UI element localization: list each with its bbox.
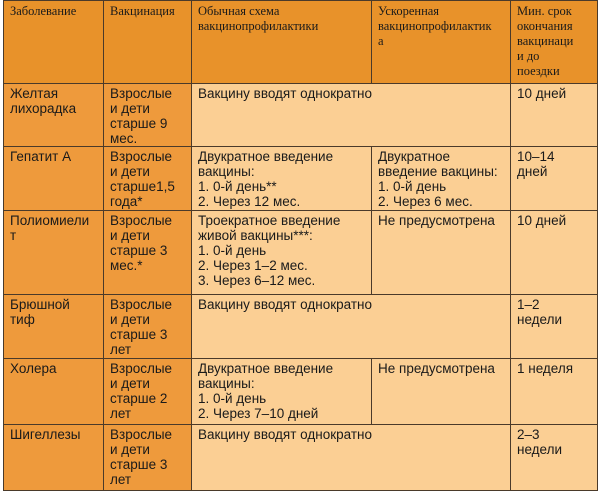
vaccination-table bbox=[3, 0, 598, 491]
scheme-line: 1. 0-й день bbox=[198, 391, 267, 406]
disease-line: Гепатит А bbox=[10, 149, 72, 164]
vaccination-line: и дети bbox=[110, 164, 150, 179]
vaccination-line: мес.* bbox=[110, 258, 143, 273]
header-regular-scheme-line: Обычная схема bbox=[198, 4, 280, 18]
header-accelerated-scheme bbox=[372, 1, 511, 84]
vaccination-line: Взрослые bbox=[110, 213, 173, 228]
vaccination-cell bbox=[104, 425, 192, 491]
vaccination-line: и дети bbox=[110, 312, 150, 327]
table-header-row bbox=[4, 1, 598, 84]
vaccination-line: лет bbox=[110, 472, 132, 487]
vaccination-line: лет bbox=[110, 406, 132, 421]
accelerated-cell bbox=[372, 359, 511, 425]
min-term-line: дней bbox=[517, 164, 548, 179]
vaccination-line: старше 3 bbox=[110, 243, 168, 258]
table-row bbox=[4, 295, 598, 359]
accelerated-line: Не предусмотрена bbox=[378, 213, 495, 228]
scheme-line: 1. 0-й день** bbox=[198, 179, 277, 194]
vaccination-cell bbox=[104, 295, 192, 359]
scheme-line: живой вакцины***: bbox=[198, 228, 313, 243]
min-term-line: недели bbox=[517, 312, 563, 327]
min-term-line: недели bbox=[517, 442, 563, 457]
disease-line: Брюшной bbox=[10, 297, 70, 312]
scheme-line: Двукратное введение bbox=[198, 149, 334, 164]
vaccination-line: старше1,5 bbox=[110, 179, 175, 194]
table-row bbox=[4, 425, 598, 491]
scheme-cell bbox=[192, 295, 511, 359]
vaccination-line: старше 3 bbox=[110, 327, 168, 342]
scheme-line: 1. 0-й день bbox=[198, 243, 267, 258]
vaccination-line: лет bbox=[110, 342, 132, 357]
header-accelerated-line: вакцинопрофилактик bbox=[378, 19, 492, 33]
accelerated-cell bbox=[372, 147, 511, 211]
header-regular-scheme-line: вакцинопрофилактики bbox=[198, 19, 319, 33]
scheme-line: вакцины: bbox=[198, 164, 255, 179]
header-accelerated-line: Ускоренная bbox=[378, 4, 440, 18]
min-term-line: 10 дней bbox=[517, 213, 567, 228]
min-term-cell bbox=[511, 295, 598, 359]
disease-cell bbox=[4, 359, 104, 425]
vaccination-line: мес. bbox=[110, 131, 138, 146]
scheme-line: вакцины: bbox=[198, 376, 255, 391]
header-min-term-line: и до bbox=[517, 49, 540, 63]
min-term-line: 1 неделя bbox=[517, 361, 574, 376]
vaccination-line: Взрослые bbox=[110, 86, 173, 101]
accelerated-line: 1. 0-й день bbox=[378, 179, 447, 194]
disease-cell bbox=[4, 147, 104, 211]
header-min-term-line: Мин. срок bbox=[517, 4, 572, 18]
scheme-line: 3. Через 6–12 мес. bbox=[198, 273, 316, 288]
header-disease-text: Заболевание bbox=[10, 4, 77, 18]
table-row bbox=[4, 211, 598, 295]
scheme-cell bbox=[192, 84, 511, 147]
vaccination-line: Взрослые bbox=[110, 149, 173, 164]
disease-cell bbox=[4, 211, 104, 295]
scheme-line: Вакцину вводят однократно bbox=[198, 86, 372, 101]
vaccination-cell bbox=[104, 84, 192, 147]
vaccination-line: и дети bbox=[110, 376, 150, 391]
disease-line: тиф bbox=[10, 312, 35, 327]
header-vaccination bbox=[104, 1, 192, 84]
vaccination-line: Взрослые bbox=[110, 427, 173, 442]
min-term-line: 2–3 bbox=[517, 427, 540, 442]
accelerated-line: 2. Через 6 мес. bbox=[378, 194, 473, 209]
scheme-line: 2. Через 12 мес. bbox=[198, 194, 301, 209]
disease-line: т bbox=[10, 228, 17, 243]
min-term-line: 10–14 bbox=[517, 149, 555, 164]
vaccination-line: и дети bbox=[110, 442, 150, 457]
scheme-cell bbox=[192, 147, 372, 211]
min-term-cell bbox=[511, 359, 598, 425]
min-term-cell bbox=[511, 84, 598, 147]
accelerated-cell bbox=[372, 211, 511, 295]
header-disease bbox=[4, 1, 104, 84]
min-term-line: 1–2 bbox=[517, 297, 540, 312]
disease-cell bbox=[4, 84, 104, 147]
header-min-term-line: вакцинаци bbox=[517, 34, 574, 48]
scheme-line: Троекратное введение bbox=[198, 213, 341, 228]
disease-line: Шигеллезы bbox=[10, 427, 81, 442]
table-row bbox=[4, 359, 598, 425]
disease-line: Желтая bbox=[10, 86, 59, 101]
vaccination-line: Взрослые bbox=[110, 361, 173, 376]
min-term-cell bbox=[511, 211, 598, 295]
scheme-cell bbox=[192, 425, 511, 491]
header-vaccination-text: Вакцинация bbox=[110, 4, 175, 18]
vaccination-cell bbox=[104, 359, 192, 425]
scheme-line: 2. Через 1–2 мес. bbox=[198, 258, 308, 273]
table-row bbox=[4, 84, 598, 147]
scheme-line: 2. Через 7–10 дней bbox=[198, 406, 319, 421]
header-min-term-line: поездки bbox=[517, 64, 560, 78]
vaccination-line: старше 9 bbox=[110, 116, 168, 131]
vaccination-line: Взрослые bbox=[110, 297, 173, 312]
accelerated-line: введение вакцины: bbox=[378, 164, 498, 179]
scheme-line: Вакцину вводят однократно bbox=[198, 297, 372, 312]
vaccination-line: и дети bbox=[110, 101, 150, 116]
vaccination-cell bbox=[104, 147, 192, 211]
min-term-cell bbox=[511, 147, 598, 211]
header-min-term-line: окончания bbox=[517, 19, 573, 33]
scheme-line: Вакцину вводят однократно bbox=[198, 427, 372, 442]
disease-cell bbox=[4, 295, 104, 359]
disease-line: Холера bbox=[10, 361, 57, 376]
vaccination-cell bbox=[104, 211, 192, 295]
vaccination-line: старше 2 bbox=[110, 391, 168, 406]
accelerated-line: Двукратное bbox=[378, 149, 451, 164]
min-term-line: 10 дней bbox=[517, 86, 567, 101]
disease-line: Полиомиели bbox=[10, 213, 90, 228]
accelerated-line: Не предусмотрена bbox=[378, 361, 495, 376]
vaccination-line: года* bbox=[110, 194, 143, 209]
table-row bbox=[4, 147, 598, 211]
header-regular-scheme bbox=[192, 1, 372, 84]
scheme-cell bbox=[192, 211, 372, 295]
vaccination-line: старше 3 bbox=[110, 457, 168, 472]
scheme-line: Двукратное введение bbox=[198, 361, 334, 376]
disease-cell bbox=[4, 425, 104, 491]
header-min-term bbox=[511, 1, 598, 84]
scheme-cell bbox=[192, 359, 372, 425]
header-accelerated-line: а bbox=[378, 34, 384, 48]
min-term-cell bbox=[511, 425, 598, 491]
disease-line: лихорадка bbox=[10, 101, 77, 116]
vaccination-line: и дети bbox=[110, 228, 150, 243]
